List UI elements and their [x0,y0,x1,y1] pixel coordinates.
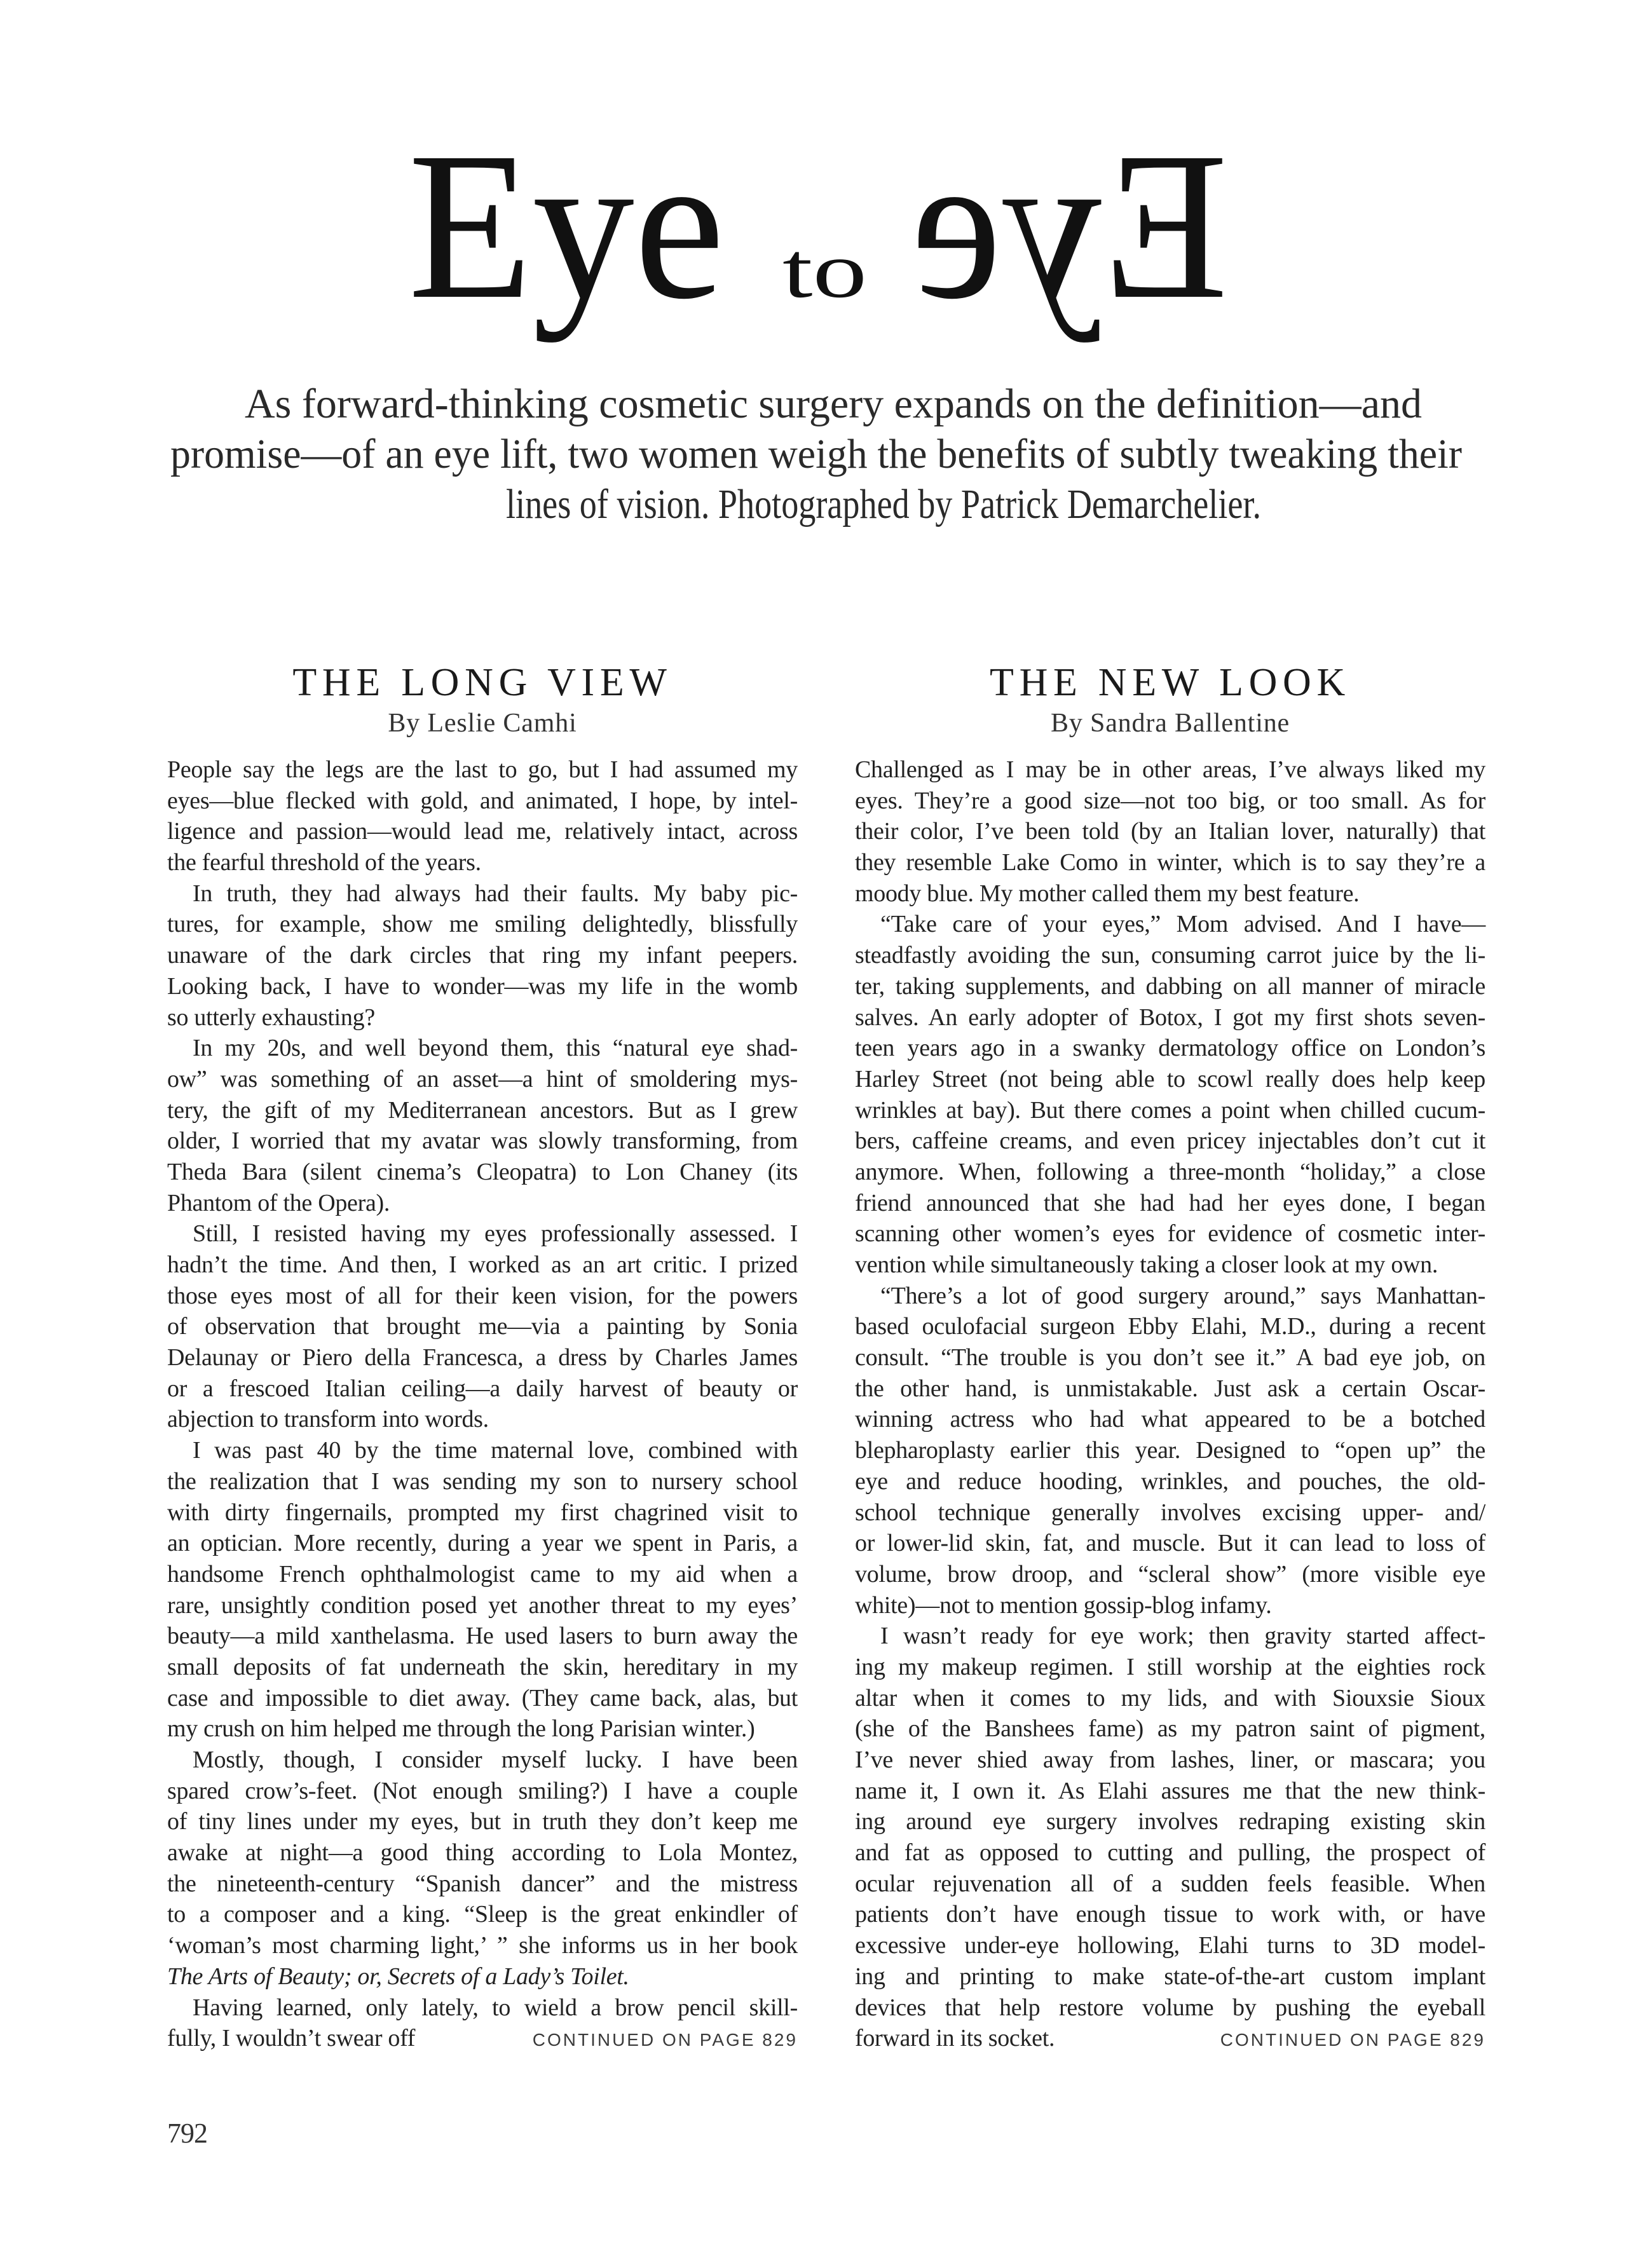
body-text-line: Looking back, I have to wonder—was my life in the womb [167,972,798,1000]
body-text-line: with dirty fingernails, prompted my first chagrined visit to [167,1499,798,1526]
body-text-line: People say the legs are the last to go, but I had assumed my [167,756,798,783]
body-text-line: small deposits of fat underneath the skin, hereditary in my [167,1653,798,1680]
body-text-line: ing my makeup regimen. I still worship at the eighties rock [855,1653,1485,1680]
body-text-line: white)—not to mention gossip-blog infamy. [855,1591,1272,1619]
article-title [408,109,1228,343]
body-text-line: I was past 40 by the time maternal love, combined with [193,1437,798,1464]
body-text-line: Phantom of the Opera). [167,1189,390,1216]
deck [170,381,1462,527]
deck-line-3: lines of vision. Photographed by Patrick Demarchelier. [506,481,1261,527]
body-text-line: the realization that I was sending my son to nursery school [167,1467,798,1495]
body-text-line: unaware of the dark circles that ring my infant peepers. [167,942,798,969]
body-text-line: older, I worried that my avatar was slowly transforming, from [167,1127,798,1155]
body-text-line: school technique generally involves excising upper- and/ [855,1499,1485,1526]
body-text-line: (she of the Banshees fame) as my patron saint of pigment, [855,1715,1485,1743]
body-text-line: devices that help restore volume by pushing the eyeball [855,1994,1485,2021]
body-text-line: Still, I resisted having my eyes professionally assessed. I [193,1220,798,1248]
body-text-line: Mostly, though, I consider myself lucky. I have been [193,1746,798,1773]
body-text-line: bers, caffeine creams, and even pricey injectables don’t cut it [855,1127,1485,1155]
page-number: 792 [167,2118,207,2149]
body-text-line: Challenged as I may be in other areas, I’ve always liked my [855,756,1485,783]
article-body-long-view [167,754,798,2054]
body-text-line: patients don’t have enough tissue to work with, or have [855,1901,1485,1928]
body-text-line: those eyes most of all for their keen vision, for the powers [167,1282,798,1309]
body-text-line: excessive under-eye hollowing, Elahi turns to 3D model- [855,1932,1485,1959]
body-text-line: volume, brow droop, and “scleral show” (more visible eye [855,1560,1485,1588]
body-text-line: Having learned, only lately, to wield a brow pencil skill- [193,1994,798,2021]
body-text-line: eyes—blue flecked with gold, and animated, I hope, by intel- [167,787,798,814]
title-word-left: Eye [408,109,725,343]
body-text-line: the nineteenth-century “Spanish dancer” and the mistress [167,1870,798,1897]
deck-line-1: As forward-thinking cosmetic surgery expands on the definition—and [245,381,1422,427]
deck-line-2: promise—of an eye lift, two women weigh the benefits of subtly tweaking their [170,431,1463,477]
title-block [0,0,1652,572]
body-text-line: ter, taking supplements, and dabbing on all manner of miracle [855,972,1485,1000]
body-text-line: “Take care of your eyes,” Mom advised. And I have— [880,911,1485,938]
body-text-line: handsome French ophthalmologist came to my aid when a [167,1560,798,1588]
body-text-line: salves. An early adopter of Botox, I got my first shots seven- [855,1004,1485,1031]
body-text-line [167,2023,798,2054]
article-body-new-look [855,754,1485,2054]
body-text-line: scanning other women’s eyes for evidence of cosmetic inter- [855,1220,1485,1248]
article-byline-long-view: By Leslie Camhi [388,709,577,738]
body-text-line: teen years ago in a swanky dermatology office on London’s [855,1035,1485,1062]
article-heading-long-view: THE LONG VIEW [292,661,672,704]
body-text-line: vention while simultaneously taking a closer look at my own. [855,1251,1438,1278]
body-text-line: Theda Bara (silent cinema’s Cleopatra) to Lon Chaney (its [167,1158,798,1185]
body-text-line: or a frescoed Italian ceiling—a daily harvest of beauty or [167,1375,798,1402]
body-text-line: case and impossible to diet away. (They came back, alas, but [167,1684,798,1712]
body-text-line: In my 20s, and well beyond them, this “natural eye shad- [193,1035,798,1062]
body-text-line: Delaunay or Piero della Francesca, a dress by Charles James [167,1344,798,1371]
article-heading-new-look: THE NEW LOOK [990,661,1351,704]
body-text-line: tery, the gift of my Mediterranean ancestors. But as I grew [167,1096,798,1124]
body-text-line: to a composer and a king. “Sleep is the great enkindler of [167,1901,798,1928]
body-text-line: hadn’t the time. And then, I worked as an art critic. I prized [167,1251,798,1278]
body-text-line: In truth, they had always had their faults. My baby pic- [193,880,798,907]
body-text-final-fragment: forward in its socket. [855,2025,1055,2052]
body-text-line: of tiny lines under my eyes, but in truth they don’t keep me [167,1808,798,1835]
body-text-line: ‘woman’s most charming light,’ ” she informs us in her book [167,1932,798,1959]
body-text-line: tures, for example, show me smiling delightedly, blissfully [167,911,798,938]
body-text-line: their color, I’ve been told (by an Italian lover, naturally) that [855,818,1485,845]
body-text-line: consult. “The trouble is you don’t see it.” A bad eye job, on [855,1344,1485,1371]
body-text-line: I’ve never shied away from lashes, liner, or mascara; you [855,1746,1485,1773]
body-text-line: awake at night—a good thing according to Lola Montez, [167,1839,798,1867]
body-text-line: “There’s a lot of good surgery around,” says Manhattan- [880,1282,1485,1309]
body-text-line: or lower-lid skin, fat, and muscle. But it can lead to loss of [855,1530,1485,1557]
body-text-line: blepharoplasty earlier this year. Designed to “open up” the [855,1437,1485,1464]
body-text-line: so utterly exhausting? [167,1004,375,1031]
body-text-line: ligence and passion—would lead me, relatively intact, across [167,818,798,845]
body-text-line: beauty—a mild xanthelasma. He used lasers to burn away the [167,1623,798,1650]
body-text-line: altar when it comes to my lids, and with Siouxsie Sioux [855,1684,1485,1712]
body-text-line: ing and printing to make state-of-the-art custom implant [855,1963,1485,1990]
body-text-line: wrinkles at bay). But there comes a point when chilled cucum- [855,1096,1485,1124]
body-text-line: of observation that brought me—via a painting by Sonia [167,1313,798,1340]
body-text-line: ocular rejuvenation all of a sudden feels feasible. When [855,1870,1485,1897]
body-text-line: spared crow’s-feet. (Not enough smiling?) I have a couple [167,1777,798,1804]
continued-on-page-link: CONTINUED ON PAGE 829 [1220,2030,1485,2050]
body-text-line: they resemble Lake Como in winter, which is to say they’re a [855,849,1485,876]
body-text-line: abjection to transform into words. [167,1406,489,1433]
body-text-line: ow” was something of an asset—a hint of smoldering mys- [167,1065,798,1092]
body-text-line [855,2023,1485,2054]
body-text-line: winning actress who had what appeared to be a botched [855,1406,1485,1433]
body-text-line: based oculofacial surgeon Ebby Elahi, M.D., during a recent [855,1313,1485,1340]
continued-on-page-link: CONTINUED ON PAGE 829 [532,2030,798,2050]
body-text-final-fragment: fully, I wouldn’t swear off [167,2025,416,2052]
title-connector: to [782,227,867,315]
body-text-line: my crush on him helped me through the long Parisian winter.) [167,1715,755,1743]
body-text-line: and fat as opposed to cutting and pulling, the prospect of [855,1839,1485,1867]
body-text-line: eye and reduce hooding, wrinkles, and pouches, the old- [855,1467,1485,1495]
body-text-line: Harley Street (not being able to scowl really does help keep [855,1065,1485,1092]
body-text-line: steadfastly avoiding the sun, consuming carrot juice by the li- [855,942,1485,969]
body-text-line: an optician. More recently, during a year we spent in Paris, a [167,1530,798,1557]
body-text-line: I wasn’t ready for eye work; then gravity started affect- [880,1623,1485,1650]
body-text-line: the fearful threshold of the years. [167,849,481,876]
body-text-line: anymore. When, following a three-month “holiday,” a close [855,1158,1485,1185]
body-text-line: moody blue. My mother called them my best feature. [855,880,1360,907]
article-byline-new-look: By Sandra Ballentine [1050,709,1290,738]
body-text-line: rare, unsightly condition posed yet another threat to my eyes’ [167,1591,798,1619]
body-text-line: eyes. They’re a good size—not too big, or too small. As for [855,787,1485,814]
body-text-line: The Arts of Beauty; or, Secrets of a Lady’s Toilet. [167,1963,629,1990]
title-word-right-mirrored: Eye [911,109,1228,343]
body-text-line: the other hand, is unmistakable. Just ask a certain Oscar- [855,1375,1485,1402]
body-text-line: friend announced that she had had her eyes done, I began [855,1189,1485,1216]
body-text-line: name it, I own it. As Elahi assures me that the new think- [855,1777,1485,1804]
body-text-line: ing around eye surgery involves redraping existing skin [855,1808,1485,1835]
